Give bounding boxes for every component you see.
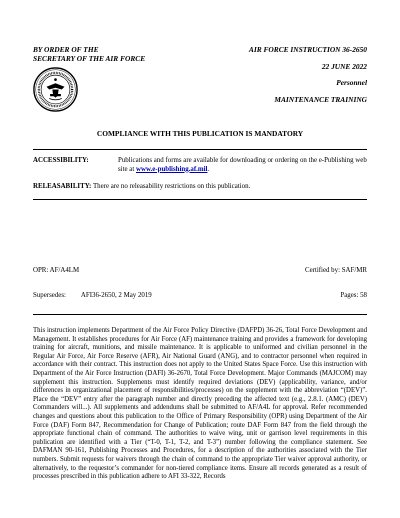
divider bbox=[33, 199, 367, 200]
accessibility-text bbox=[118, 157, 368, 174]
e-publishing-link[interactable]: www.e-publishing.af.mil bbox=[136, 165, 208, 173]
divider bbox=[33, 314, 367, 315]
supersedes-field bbox=[33, 292, 152, 299]
releasability-label: RELEASABILITY: bbox=[33, 183, 92, 190]
accessibility-label: ACCESSIBILITY: bbox=[33, 157, 89, 164]
releasability-row bbox=[33, 183, 367, 192]
publication-block bbox=[249, 45, 367, 111]
instruction-number: AIR FORCE INSTRUCTION 36-2650 bbox=[248, 45, 367, 54]
supersedes-value: AFI36-2650, 2 May 2019 bbox=[80, 292, 152, 299]
supersedes-label: Supersedes: bbox=[33, 292, 66, 299]
divider bbox=[33, 149, 367, 150]
publication-date: 22 JUNE 2022 bbox=[321, 61, 367, 71]
releasability-text: There are no releasability restrictions on this publication. bbox=[92, 183, 251, 190]
order-line-1: BY ORDER OF THE bbox=[33, 45, 99, 54]
publication-title: MAINTENANCE TRAINING bbox=[274, 94, 367, 104]
order-block bbox=[33, 45, 145, 63]
body-paragraph: This instruction implements Department of the Air Force Policy Directive (DAFPD) 36-26, Total Force Development and Management. It establishes procedures for Air Force (AF) maintenance training and provides a framework for developing training for aircraft, munitions, and missile maintenance. It is applicable to uniformed and civilian personnel in the Regular Air Force, Air Force Reserve (AFR), Air National Guard (ANG), and to contractor personnel when required in accordance with their contract. This instruction does not apply to the United States Space Force. Use this instruction with Department of the Air Force Instruction (DAFI) 36-2670, Total Force Development. Major Commands (MAJCOM) may supplement this instruction. Supplements must identify required deviations (DEV) (applicability, variance, and/or differences in organizational placement of responsibilities/processes) on the supplement with the abbreviation “(DEV)”. Place the “DEV” entry after the paragraph number and directly preceding the affected text (e.g., 2.8.1. (AMC) (DEV) Commanders will...). All supplements and addendums shall be submitted to AF/A4L for approval. Refer recommended changes and questions about this publication to the Office of Primary Responsibility (OPR) using Department of the Air Force (DAF) Form 847, Recommendation for Change of Publication; route DAF Form 847 from the field through the appropriate functional chain of command. The authorities to waive wing, unit or garrison level requirements in this publication are identified with a Tier (“T-0, T-1, T-2, and T-3”) number following the compliance statement. See DAFMAN 90-161, Publishing Processes and Procedures, for a description of the authorities associated with the Tier numbers. Submit requests for waivers through the chain of command to the appropriate Tier waiver approval authority, or alternatively, to the requestor’s commander for non-tiered compliance items. Ensure all records generated as a result of processes prescribed in this publication adhere to AFI 33-322, Records bbox=[33, 327, 367, 481]
certified-by-field: Certified by: SAF/MR bbox=[304, 267, 367, 274]
page-count: Pages: 58 bbox=[340, 292, 367, 299]
accessibility-text-body: Publications and forms are available for downloading or ordering on the e-Publishing web site at bbox=[118, 157, 367, 173]
accessibility-row bbox=[33, 157, 367, 175]
department-seal-icon bbox=[33, 67, 78, 112]
accessibility-text-end: . bbox=[207, 165, 210, 173]
publication-category: Personnel bbox=[336, 78, 367, 88]
compliance-notice: COMPLIANCE WITH THIS PUBLICATION IS MANDATORY bbox=[96, 129, 304, 138]
order-line-2: SECRETARY OF THE AIR FORCE bbox=[33, 54, 146, 63]
opr-field: OPR: AF/A4LM bbox=[33, 267, 80, 274]
